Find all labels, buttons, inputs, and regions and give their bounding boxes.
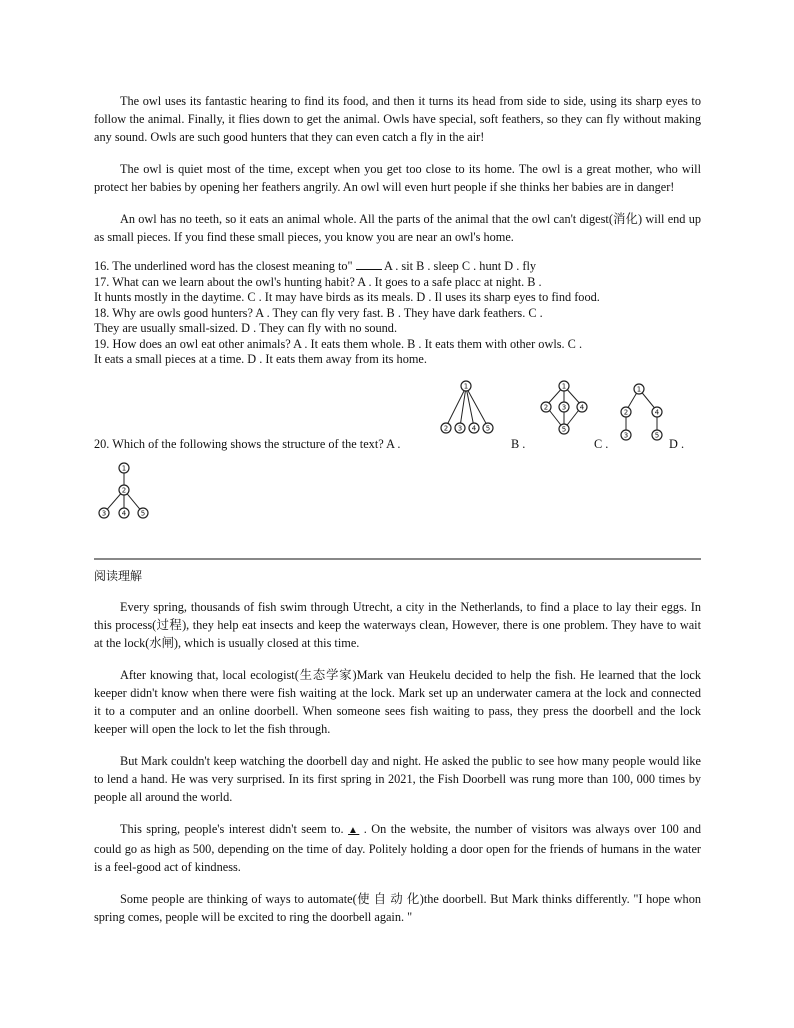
structure-diagram-a: [438, 380, 494, 436]
structure-diagram-b: [538, 378, 592, 438]
question-19-line-1: 19. How does an owl eat other animals? A . It eats them whole. B . It eats them with other owls. C .: [94, 336, 583, 351]
fish-paragraph-4-suffix: . On the website, the number of visitors was always over 100 and could go as high as 500, depending on the time of day. Politely holding a door open for the friends of humans in the water is a feel-good act of kindness.: [94, 822, 701, 874]
node-label: 1: [463, 382, 469, 391]
option-b-label: B .: [511, 437, 526, 451]
node-label: 3: [561, 403, 567, 412]
node-label: 1: [636, 385, 642, 394]
node-label: 2: [543, 403, 549, 412]
question-20-stem: 20. Which of the following shows the structure of the text? A .: [94, 437, 401, 451]
question-17-line-2: It hunts mostly in the daytime. C . It may have birds as its meals. D . Il uses its sharp eyes to find food.: [94, 290, 600, 304]
question-16-options: A . sit B . sleep C . hunt D . fly: [381, 259, 537, 273]
node-label: 5: [654, 431, 660, 440]
fish-paragraph-4: [94, 820, 701, 876]
node-label: 5: [140, 509, 146, 518]
node-label: 3: [101, 509, 107, 518]
fish-paragraph-2: After knowing that, local ecologist(生态学家)Mark van Heukelu decided to help the fish. He learned that the lock keeper didn't know when there were fish waiting at the lock. Mark set up an underwater camera at the lock and connected it to a computer and an online doorbell. When someone sees fish waiting to pass, they press the doorbell and the lock keeper will open the lock to let the fish through.: [94, 668, 701, 736]
question-16: [94, 258, 701, 275]
answer-blank-triangle: ▲: [348, 825, 360, 836]
passage-owl: [94, 92, 701, 368]
node-label: 4: [471, 424, 477, 433]
section-divider: [94, 558, 701, 560]
node-label: 3: [457, 424, 463, 433]
question-18-line-2: They are usually small-sized. D . They can fly with no sound.: [94, 321, 398, 335]
question-16-prefix: 16. The underlined word has the closest meaning to": [94, 259, 356, 273]
node-label: 5: [485, 424, 491, 433]
node-label: 5: [561, 425, 567, 434]
question-18-line-1: 18. Why are owls good hunters? A . They can fly very fast. B . They have dark feathers. C .: [94, 305, 543, 320]
node-label: 4: [579, 403, 585, 412]
fish-paragraph-1: Every spring, thousands of fish swim through Utrecht, a city in the Netherlands, to find a place to lay their eggs. In this process(过程), they help eat insects and keep the waterways clean, However, there is one problem. They have to wait at the lock(水闸), which is usually closed at this time.: [94, 600, 701, 650]
owl-paragraph-3: An owl has no teeth, so it eats an animal whole. All the parts of the animal that the owl can't digest(消化) will end up as small pieces. If you find these small pieces, you know you are near an owl's home.: [94, 212, 701, 244]
node-label: 2: [443, 424, 449, 433]
option-c-label: C .: [594, 437, 609, 451]
node-label: 1: [121, 464, 127, 473]
owl-paragraph-2: The owl is quiet most of the time, except when you get too close to its home. The owl is a great mother, who will protect her babies by opening her feathers angrily. An owl will even hurt people if she thinks her babies are in danger!: [94, 162, 701, 194]
passage-fish-doorbell: [94, 598, 701, 926]
answer-blank: [356, 258, 382, 270]
question-19-line-2: It eats a small pieces at a time. D . It eats them away from its home.: [94, 352, 427, 366]
structure-diagram-d: [96, 460, 152, 522]
node-label: 4: [654, 408, 660, 417]
question-17-line-1: 17. What can we learn about the owl's hunting habit? A . It goes to a safe placc at night. B .: [94, 274, 542, 289]
section-title: 阅读理解: [94, 569, 143, 583]
fish-paragraph-4-prefix: This spring, people's interest didn't seem to.: [120, 822, 349, 836]
node-label: 2: [121, 486, 127, 495]
option-d-label: D .: [669, 437, 685, 451]
node-label: 3: [623, 431, 629, 440]
node-label: 2: [623, 408, 629, 417]
owl-paragraph-1: The owl uses its fantastic hearing to find its food, and then it turns its head from side to side, using its sharp eyes to follow the animal. Finally, it flies down to get the animal. Owls have special, soft feathers, so they can fly without making any sound. Owls are such good hunters that they can even catch a fly in the air!: [94, 94, 701, 144]
node-label: 1: [561, 382, 567, 391]
structure-diagram-c: [614, 382, 670, 442]
node-label: 4: [121, 509, 127, 518]
fish-paragraph-5: Some people are thinking of ways to automate(使 自 动 化)the doorbell. But Mark thinks differently. "I hope whon spring comes, people will be excited to ring the doorbell again. ": [94, 892, 701, 924]
fish-paragraph-3: But Mark couldn't keep watching the doorbell day and night. He asked the public to see how many people would like to lend a hand. He was very surprised. In its first spring in 2021, the Fish Doorbell was rung more than 100, 000 times by people all around the world.: [94, 754, 701, 804]
